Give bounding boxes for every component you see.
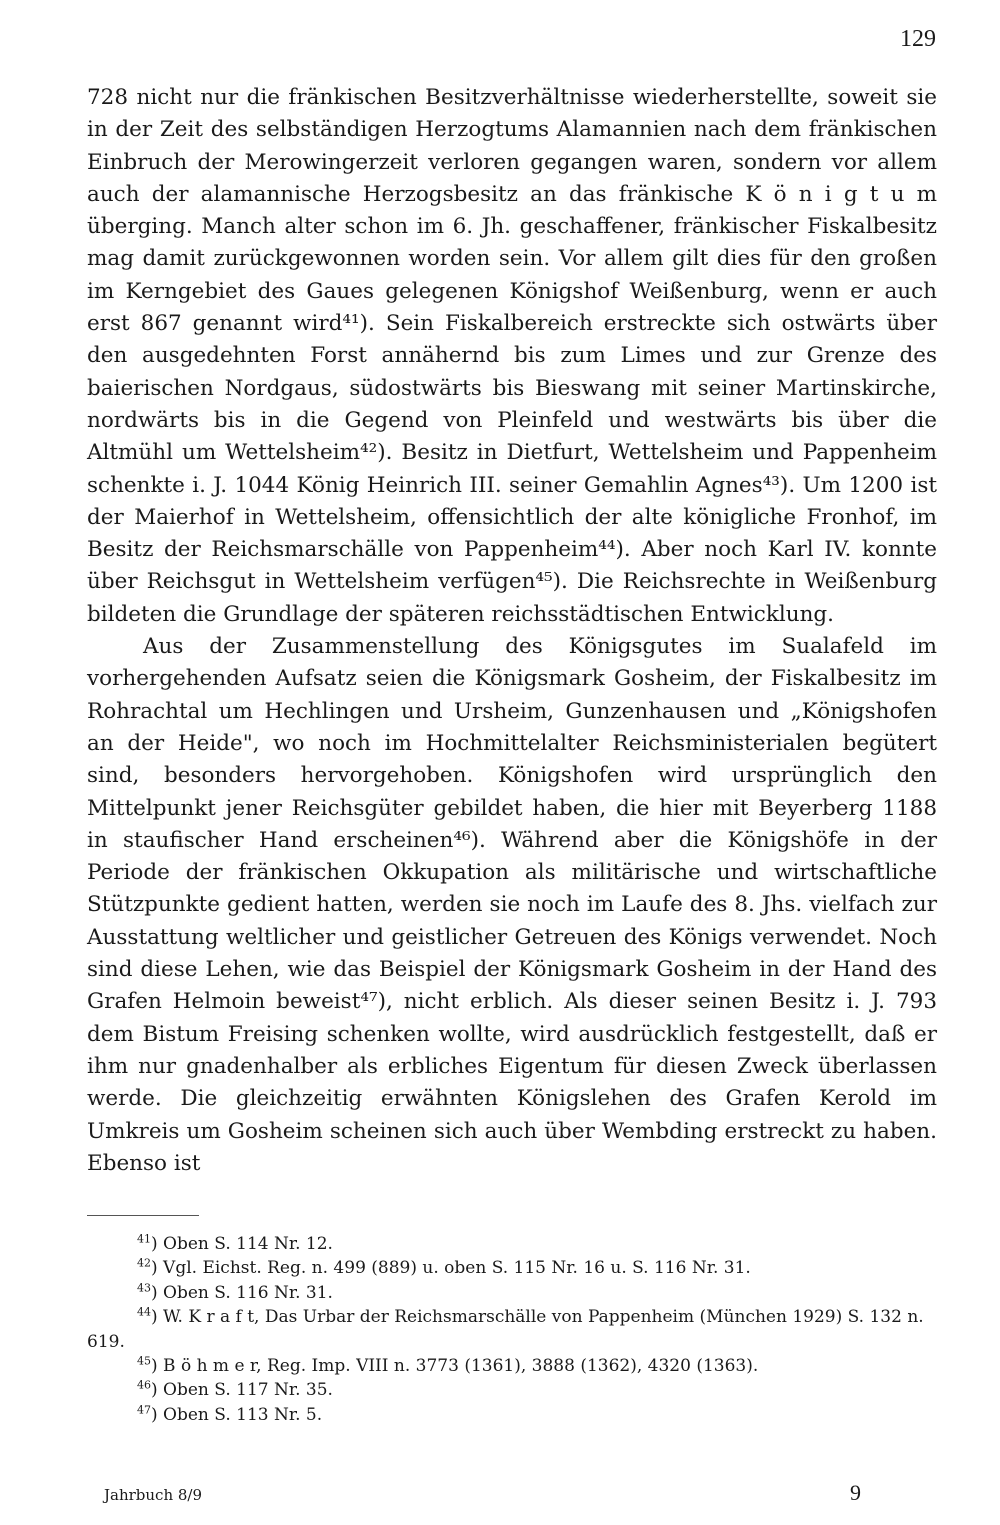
paragraph: Aus der Zusammenstellung des Königsgutes im Sualafeld im vorhergehenden Aufsatz seien die Königsmark Gosheim, der Fiskalbesitz im Rohrachtal um Hechlingen und Ursheim, Gunzenhausen und „Königshofen an der Heide", wo noch im Hochmittelalter Reichsministerialen begütert sind, besonders hervorgehoben. Königshofen wird ursprünglich den Mittelpunkt jener Reichsgüter gebildet haben, die hier mit Beyerberg 1188 in staufischer Hand erscheinen⁴⁶). Während aber die Königshöfe in der Periode der fränkischen Okkupation als militärische und wirtschaftliche Stützpunkte gedient hatten, werden sie noch im Laufe des 8. Jhs. vielfach zur Ausstattung weltlicher und geistlicher Getreuen des Königs verwendet. Noch sind diese Lehen, wie das Beispiel der Königsmark Gosheim in der Hand des Grafen Helmoin beweist⁴⁷), nicht erblich. Als dieser seinen Besitz i. J. 793 dem Bistum Freising schenken wollte, wird ausdrücklich festgestellt, daß er ihm nur gnadenhalber als erbliches Eigentum für diesen Zweck überlassen werde. Die gleichzeitig erwähnten Königslehen des Grafen Kerold im Umkreis um Gosheim scheinen sich auch über Wembding erstreckt zu haben. Ebenso ist [87, 634, 937, 1176]
footnote-text: Oben S. 117 Nr. 35. [163, 1380, 333, 1401]
footnote: $^{47}$) Oben S. 113 Nr. 5. [137, 1403, 323, 1425]
paragraph: 728 nicht nur die fränkischen Besitzverhältnisse wiederherstellte, soweit sie in der Zeit des selbständigen Herzogtums Alamannien nach dem fränkischen Einbruch der Merowingerzeit verloren gegangen waren, sondern vor allem auch der alamannische Herzogsbesitz an das fränkische K ö n i g t u m überging. Manch alter schon im 6. Jh. geschaffener, fränkischer Fiskalbesitz mag damit zurückgewonnen worden sein. Vor allem gilt dies für den großen im Kerngebiet des Gaues gelegenen Königshof Weißenburg, wenn er auch erst 867 genannt wird⁴¹). Sein Fiskalbereich erstreckte sich ostwärts über den ausgedehnten Forst annähernd bis zum Limes und zur Grenze des baierischen Nordgaus, südostwärts bis Bieswang mit seiner Martinskirche, nordwärts bis in die Gegend von Pleinfeld und westwärts bis über die Altmühl um Wettelsheim⁴²). Besitz in Dietfurt, Wettelsheim und Pappenheim schenkte i. J. 1044 König Heinrich III. seiner Gemahlin Agnes⁴³). Um 1200 ist der Maierhof in Wettelsheim, offensichtlich der alte königliche Fronhof, im Besitz der Reichsmarschälle von Pappenheim⁴⁴). Aber noch Karl IV. konnte über Reichsgut in Wettelsheim verfügen⁴⁵). Die Reichsrechte in Weißenburg bildeten die Grundlage der späteren reichsstädtischen Entwicklung. [87, 85, 937, 627]
body-text [87, 82, 937, 1180]
page-number: 129 [900, 26, 936, 52]
footnote: $^{44}$) W. K r a f t, Das Urbar der Reichsmarschälle von Pappenheim (München 1929) S. 132 n. 619. [87, 1305, 924, 1352]
footnote: $^{42}$) Vgl. Eichst. Reg. n. 499 (889) u. oben S. 115 Nr. 16 u. S. 116 Nr. 31. [137, 1256, 751, 1279]
footnote-text: Oben S. 114 Nr. 12. [163, 1234, 333, 1254]
footnote-text: Oben S. 116 Nr. 31. [163, 1282, 333, 1303]
footnote-text: Vgl. Eichst. Reg. n. 499 (889) u. oben S. 115 Nr. 16 u. S. 116 Nr. 31. [163, 1258, 751, 1279]
footnote-divider [87, 1215, 199, 1216]
footnote-text: B ö h m e r, Reg. Imp. VIII n. 3773 (1361), 3888 (1362), 4320 (1363). [163, 1356, 759, 1377]
footnote-number: 43 [137, 1281, 151, 1295]
footnote-number: 46 [137, 1378, 151, 1392]
footnote: $^{41}$) Oben S. 114 Nr. 12. [137, 1232, 333, 1254]
footnote-text: Oben S. 113 Nr. 5. [163, 1404, 323, 1425]
footnote-number: 45 [137, 1354, 151, 1368]
footnote: $^{46}$) Oben S. 117 Nr. 35. [137, 1378, 333, 1401]
footnote: $^{43}$) Oben S. 116 Nr. 31. [137, 1281, 333, 1303]
sheet-number: 9 [850, 1480, 861, 1505]
footnote-number: 44 [137, 1305, 151, 1319]
signature-mark: Jahrbuch 8/9 [104, 1486, 203, 1504]
footnote-text: W. K r a f t, Das Urbar der Reichsmarschälle von Pappenheim (München 1929) S. 132 n. 619. [87, 1307, 924, 1352]
footnotes-list [87, 1232, 937, 1427]
footnote-number: 47 [137, 1403, 151, 1417]
footnote-number: 42 [137, 1256, 151, 1270]
footnote: $^{45}$) B ö h m e r, Reg. Imp. VIII n. 3773 (1361), 3888 (1362), 4320 (1363). [137, 1354, 759, 1377]
footnote-number: 41 [137, 1232, 151, 1246]
